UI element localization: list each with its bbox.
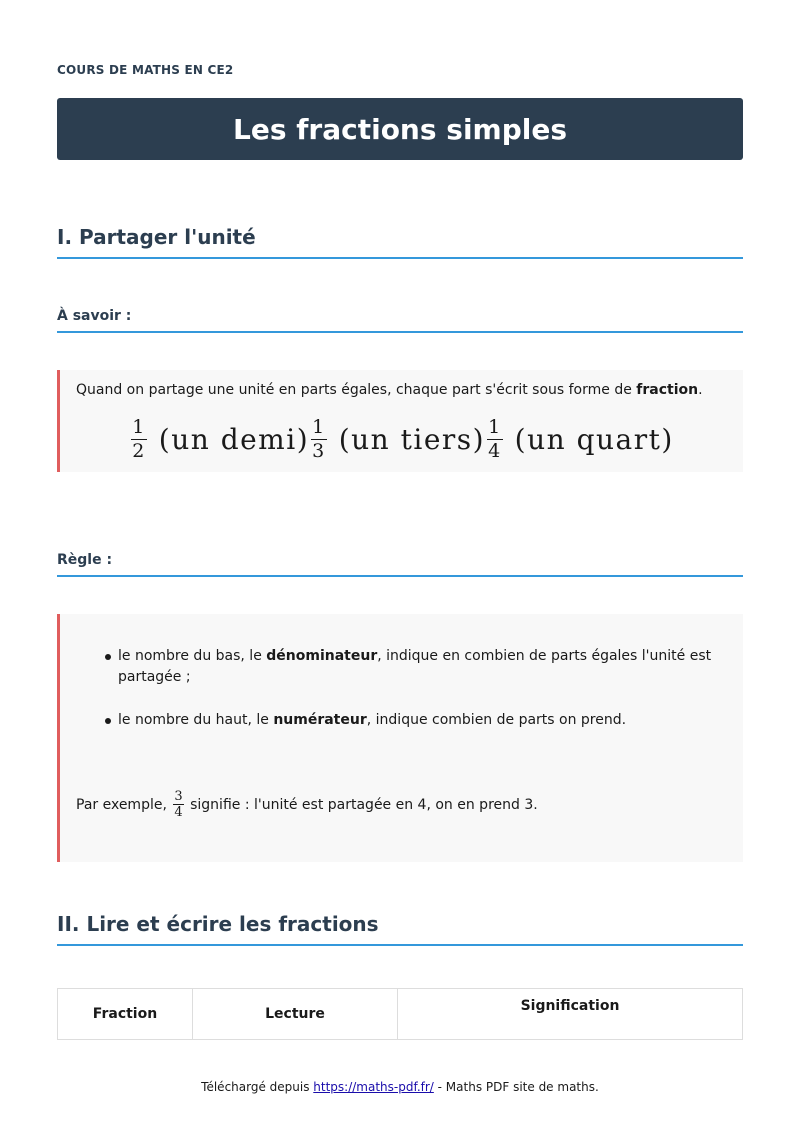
list-item: le nombre du haut, le numérateur, indique combien de parts on prend.	[118, 710, 718, 731]
course-label: COURS DE MATHS EN CE2	[57, 63, 234, 77]
savoir-box	[57, 370, 743, 472]
formula-fraction: $\frac{1}{4}$	[488, 416, 502, 462]
footer	[0, 1080, 800, 1094]
formula-reading: (un tiers)	[338, 423, 486, 456]
table-header-signification: Signification	[398, 989, 743, 1040]
example-fraction: $\frac{3}{4}$	[174, 789, 183, 820]
regle-heading: Règle :	[57, 552, 743, 577]
list-item: le nombre du bas, le dénominateur, indique en combien de parts égales l'unité est partagée ;	[118, 646, 718, 688]
page-title: Les fractions simples	[232, 112, 568, 146]
section-heading-lire: II. Lire et écrire les fractions	[57, 912, 743, 946]
formula-fraction: $\frac{1}{3}$	[312, 416, 326, 462]
formula-fraction: $\frac{1}{2}$	[132, 416, 146, 462]
table-header-lecture: Lecture	[193, 989, 398, 1040]
title-banner	[57, 98, 743, 160]
savoir-text: Quand on partage une unité en parts égales, chaque part s'écrit sous forme de fraction.	[76, 382, 703, 398]
footer-prefix: Téléchargé depuis	[201, 1080, 314, 1094]
footer-link[interactable]: https://maths-pdf.fr/	[313, 1080, 434, 1094]
rules-list	[118, 646, 718, 731]
table-header-fraction: Fraction	[58, 989, 193, 1040]
formula-reading: (un demi)	[158, 423, 310, 456]
table-header-row	[58, 989, 743, 1040]
savoir-heading: À savoir :	[57, 308, 743, 333]
savoir-text-bold: fraction	[636, 382, 699, 398]
regle-box	[57, 614, 743, 862]
formula-reading: (un quart)	[514, 423, 674, 456]
section-heading-partager: I. Partager l'unité	[57, 225, 743, 259]
example-text: Par exemple, $\frac{3}{4}$ signifie : l'unité est partagée en 4, on en prend 3.	[76, 789, 538, 820]
footer-suffix: - Maths PDF site de maths.	[433, 1080, 599, 1094]
fractions-table	[57, 988, 743, 1040]
fractions-formula	[60, 418, 743, 461]
